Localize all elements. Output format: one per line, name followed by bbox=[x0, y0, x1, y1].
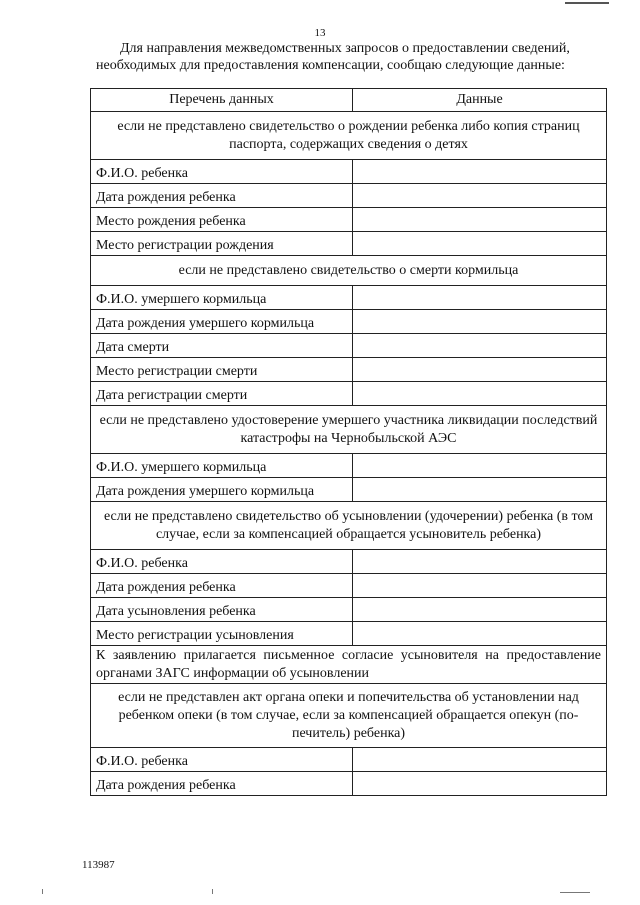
field-label: Дата рождения ребенка bbox=[91, 772, 353, 796]
data-table bbox=[90, 88, 607, 796]
table-row bbox=[91, 184, 607, 208]
field-value[interactable] bbox=[353, 160, 607, 184]
field-label: Дата рождения умершего кормильца bbox=[91, 478, 353, 502]
table-row bbox=[91, 358, 607, 382]
field-label: Ф.И.О. ребенка bbox=[91, 160, 353, 184]
table-row bbox=[91, 286, 607, 310]
scan-bottom-marks bbox=[0, 889, 640, 895]
field-label: Ф.И.О. ребенка bbox=[91, 550, 353, 574]
field-label: Место рождения ребенка bbox=[91, 208, 353, 232]
field-label: Место регистрации смерти bbox=[91, 358, 353, 382]
field-label: Дата рождения умершего кормильца bbox=[91, 310, 353, 334]
section-row-birth-certificate bbox=[91, 112, 607, 160]
intro-line-1: Для направления межведомственных запросов о предоставлении сведений, bbox=[120, 41, 570, 56]
section-row-adoption-certificate bbox=[91, 502, 607, 550]
field-value[interactable] bbox=[353, 598, 607, 622]
table-row bbox=[91, 598, 607, 622]
field-value[interactable] bbox=[353, 286, 607, 310]
field-value[interactable] bbox=[353, 454, 607, 478]
table-row bbox=[91, 454, 607, 478]
field-value[interactable] bbox=[353, 382, 607, 406]
section-text: если не представлено удостоверение умершего участника ликвидации последствий катастрофы на Чернобыльской АЭС bbox=[91, 406, 607, 454]
table-row bbox=[91, 478, 607, 502]
intro-line-2: необходимых для предоставления компенсации, сообщаю следующие данные: bbox=[96, 58, 565, 73]
field-value[interactable] bbox=[353, 772, 607, 796]
table-row bbox=[91, 208, 607, 232]
header-data-values: Данные bbox=[353, 89, 607, 112]
page-number: 13 bbox=[314, 27, 326, 39]
section-text: если не представлено свидетельство о смерти кормильца bbox=[91, 256, 607, 286]
table-row bbox=[91, 160, 607, 184]
section-row-guardianship-act bbox=[91, 684, 607, 748]
table-row bbox=[91, 334, 607, 358]
section-row-chernobyl-certificate bbox=[91, 406, 607, 454]
field-value[interactable] bbox=[353, 574, 607, 598]
table-row bbox=[91, 748, 607, 772]
table-row bbox=[91, 622, 607, 646]
field-value[interactable] bbox=[353, 748, 607, 772]
note-row-adoption-consent bbox=[91, 646, 607, 684]
header-data-list: Перечень данных bbox=[91, 89, 353, 112]
table-row bbox=[91, 382, 607, 406]
field-value[interactable] bbox=[353, 334, 607, 358]
table-header-row bbox=[91, 89, 607, 112]
table-row bbox=[91, 574, 607, 598]
field-value[interactable] bbox=[353, 358, 607, 382]
table-row bbox=[91, 772, 607, 796]
field-value[interactable] bbox=[353, 232, 607, 256]
field-value[interactable] bbox=[353, 622, 607, 646]
scan-corner-mark bbox=[565, 2, 609, 4]
field-label: Дата смерти bbox=[91, 334, 353, 358]
field-value[interactable] bbox=[353, 478, 607, 502]
section-text: если не представлено свидетельство об усыновлении (удочерении) ребенка (в том случае, если за компенсацией обращается усыновитель ребенка) bbox=[91, 502, 607, 550]
section-text: если не представлено свидетельство о рождении ребенка либо копия страниц паспорта, содержащих сведения о детях bbox=[91, 112, 607, 160]
table-row bbox=[91, 232, 607, 256]
field-value[interactable] bbox=[353, 310, 607, 334]
note-text: К заявлению прилагается письменное согласие усыновителя на предоставление органами ЗАГС информации об усыновлении bbox=[91, 646, 607, 684]
field-value[interactable] bbox=[353, 208, 607, 232]
document-code: 113987 bbox=[82, 859, 115, 871]
field-label: Ф.И.О. умершего кормильца bbox=[91, 286, 353, 310]
table-row bbox=[91, 310, 607, 334]
field-label: Дата регистрации смерти bbox=[91, 382, 353, 406]
field-label: Место регистрации рождения bbox=[91, 232, 353, 256]
field-label: Дата рождения ребенка bbox=[91, 574, 353, 598]
section-row-death-certificate bbox=[91, 256, 607, 286]
field-label: Ф.И.О. умершего кормильца bbox=[91, 454, 353, 478]
section-text: если не представлен акт органа опеки и попечительства об установлении над ребенком опеки (в том случае, если за компенсацией обращается опекун (попечитель) ребенка) bbox=[91, 684, 607, 748]
intro-paragraph bbox=[96, 40, 608, 74]
table-row bbox=[91, 550, 607, 574]
field-label: Ф.И.О. ребенка bbox=[91, 748, 353, 772]
field-value[interactable] bbox=[353, 184, 607, 208]
field-label: Дата рождения ребенка bbox=[91, 184, 353, 208]
field-label: Место регистрации усыновления bbox=[91, 622, 353, 646]
field-value[interactable] bbox=[353, 550, 607, 574]
field-label: Дата усыновления ребенка bbox=[91, 598, 353, 622]
